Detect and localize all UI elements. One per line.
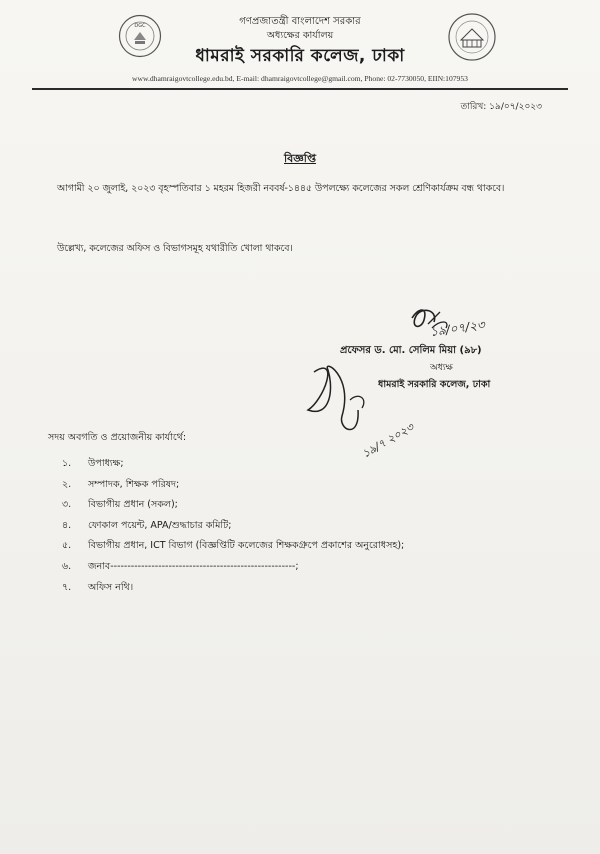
notice-title: [0, 150, 600, 169]
list-item: [62, 536, 404, 557]
notice-title-text: বিজ্ঞপ্তি: [284, 152, 316, 165]
list-item-text: উপাধ্যক্ষ;: [88, 458, 124, 469]
list-item: [62, 557, 404, 578]
list-item-number: ২.: [62, 478, 72, 490]
notice-paragraph-1: আগামী ২০ জুলাই, ২০২৩ বৃহস্পতিবার ১ মহরম হিজরী নববর্ষ-১৪৪৫ উপলক্ষ্যে কলেজের সকল শ্রেণিকার্যক্রম বন্ধ থাকবে।: [57, 183, 505, 194]
signatory-role: অধ্যক্ষ: [430, 363, 453, 373]
list-item: [62, 516, 404, 537]
header-divider: [32, 88, 568, 90]
signature-date-1: ১৯/০৭/২৩: [429, 317, 486, 340]
list-item: [62, 578, 404, 599]
notice-paragraph-2: উল্লেখ্য, কলেজের অফিস ও বিভাগসমূহ যথারীতি খোলা থাকবে।: [57, 243, 293, 254]
svg-text:DGC: DGC: [134, 23, 146, 29]
list-item-number: ১.: [62, 458, 72, 469]
list-item-number: ৭.: [62, 581, 72, 593]
list-item-text: অফিস নথি।: [88, 581, 134, 593]
header-college-name: ধামরাই সরকারি কলেজ, ঢাকা: [195, 46, 405, 66]
list-item: [62, 454, 404, 475]
list-item-text: বিভাগীয় প্রধান (সকল);: [88, 499, 178, 511]
list-item-text: সম্পাদক, শিক্ষক পরিষদ;: [88, 478, 180, 490]
list-item-text: ফোকাল পয়েন্ট, APA/শুদ্ধাচার কমিটি;: [88, 519, 232, 531]
signature-date-2: ১৯/৭ ২০২৩: [359, 420, 417, 461]
notice-date: তারিখ: ১৯/০৭/২০২৩: [460, 102, 542, 112]
list-item-text: জনাব------------------------------------------------------;: [88, 560, 299, 572]
distribution-intro: সদয় অবগতি ও প্রয়োজনীয় কার্যার্থে:: [48, 432, 187, 443]
list-item-text: বিভাগীয় প্রধান, ICT বিভাগ (বিজ্ঞপ্তিটি কলেজের শিক্ষকগ্রুপে প্রকাশের অনুরোধসহ);: [88, 540, 405, 552]
distribution-list: [62, 454, 404, 598]
list-item: [62, 475, 404, 496]
list-item-number: ৬.: [62, 560, 72, 572]
header-contact: www.dhamraigovtcollege.edu.bd, E-mail: dhamraigovtcollege@gmail.com, Phone: 02-7730050, EIIN:107953: [132, 74, 468, 83]
list-item-number: ৪.: [62, 519, 72, 531]
list-item-number: ৩.: [62, 499, 72, 511]
signatory-name: প্রফেসর ড. মো. সেলিম মিয়া (৯৮): [340, 345, 482, 356]
list-item-number: ৫.: [62, 540, 72, 552]
header-government: গণপ্রজাতন্ত্রী বাংলাদেশ সরকার: [239, 16, 361, 27]
header-office: অধ্যক্ষের কার্যালয়: [266, 30, 334, 41]
signatory-college: ধামরাই সরকারি কলেজ, ঢাকা: [378, 379, 491, 390]
list-item: [62, 495, 404, 516]
